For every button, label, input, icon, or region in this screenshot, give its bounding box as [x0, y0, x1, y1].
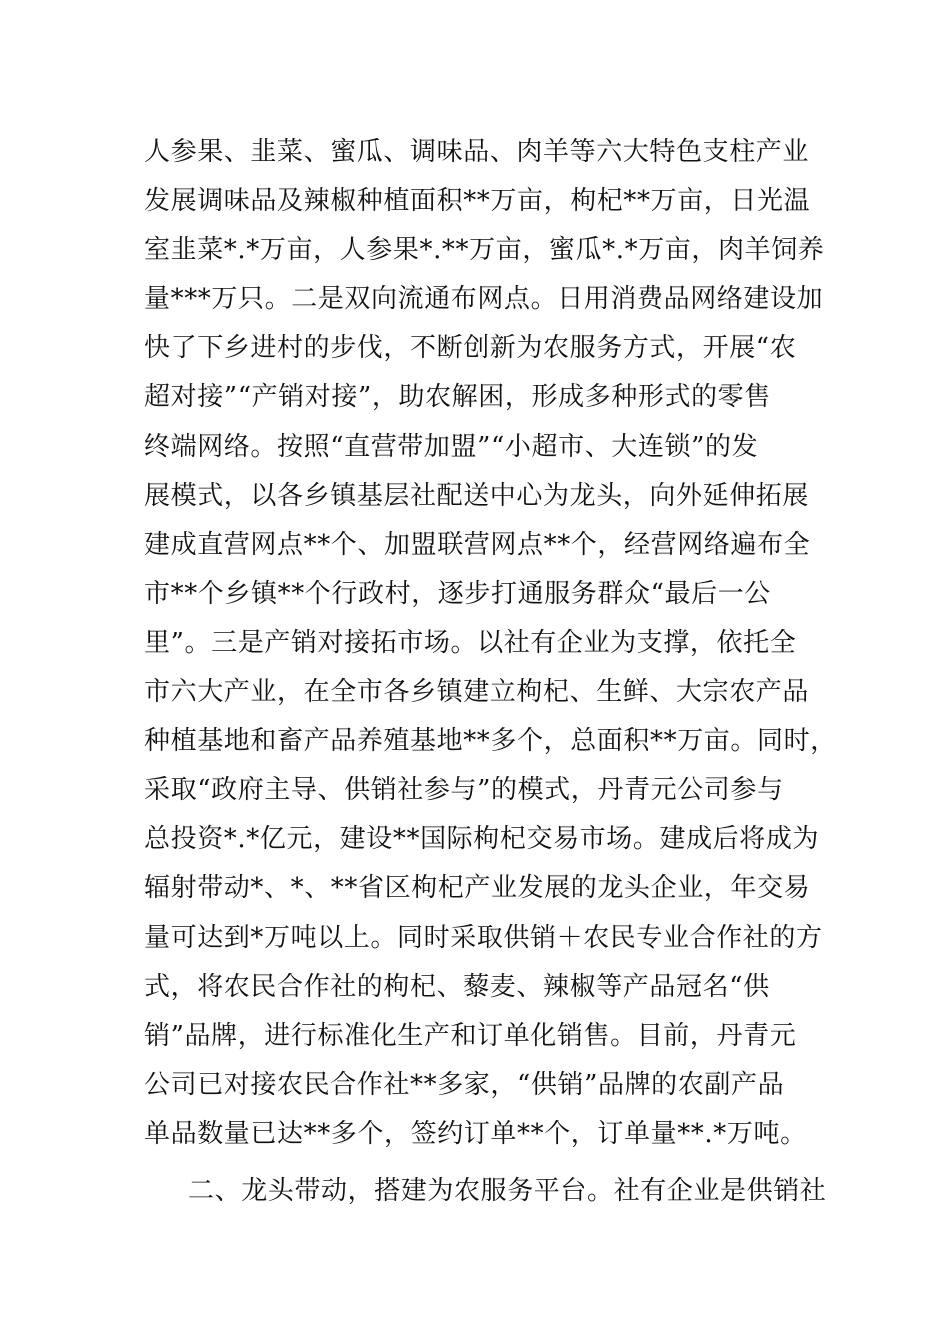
- text-line: 单品数量已达**多个，签约订单**个，订单量**.*万吨。: [144, 1118, 807, 1149]
- text-line: 市六大产业，在全市各乡镇建立枸杞、生鲜、大宗农产品: [144, 677, 810, 708]
- text-line: 发展调味品及辣椒种植面积**万亩，枸杞**万亩，日光温: [144, 186, 811, 217]
- text-line: 种植基地和畜产品养殖基地**多个，总面积**万亩。同时，: [144, 726, 837, 757]
- text-line: 采取“政府主导、供销社参与”的模式，丹青元公司参与: [144, 775, 784, 806]
- text-line: 式，将农民合作社的枸杞、藜麦、辣椒等产品冠名“供: [144, 971, 770, 1002]
- text-line: 展模式，以各乡镇基层社配送中心为龙头，向外延伸拓展: [144, 480, 810, 511]
- text-line: 建成直营网点**个、加盟联营网点**个，经营网络遍布全: [144, 529, 811, 560]
- text-line: 总投资*.*亿元，建设**国际枸杞交易市场。建成后将成为: [144, 824, 820, 855]
- paragraph-1: [144, 128, 837, 1159]
- section-heading-line: 二、龙头带动，搭建为农服务平台。社有企业是供销社: [188, 1175, 827, 1206]
- paragraph-2: [144, 1167, 827, 1216]
- text-line: 销”品牌，进行标准化生产和订单化销售。目前，丹青元: [144, 1020, 797, 1051]
- text-line: 市**个乡镇**个行政村，逐步打通服务群众“最后一公: [144, 578, 771, 609]
- text-line: 超对接”“产销对接”，助农解困，形成多种形式的零售: [144, 382, 771, 413]
- text-line: 里”。三是产销对接拓市场。以社有企业为支撑，依托全: [144, 627, 797, 658]
- text-line: 人参果、韭菜、蜜瓜、调味品、肉羊等六大特色支柱产业: [144, 137, 810, 167]
- paragraph-gap: [144, 1159, 824, 1167]
- text-line: 辐射带动*、*、**省区枸杞产业发展的龙头企业，年交易: [144, 873, 811, 904]
- text-line: 终端网络。按照“直营带加盟”“小超市、大连锁”的发: [144, 431, 759, 462]
- text-line: 快了下乡进村的步伐，不断创新为农服务方式，开展“农: [144, 333, 797, 364]
- text-line: 量可达到*万吨以上。同时采取供销＋农民专业合作社的方: [144, 922, 823, 953]
- text-line: 室韭菜*.*万亩，人参果*.**万亩，蜜瓜*.*万亩，肉羊饲养: [144, 235, 825, 266]
- document-body: [144, 128, 837, 1216]
- text-line: 公司已对接农民合作社**多家，“供销”品牌的农副产品: [144, 1069, 785, 1100]
- text-line: 量***万只。二是双向流通布网点。日用消费品网络建设加: [144, 284, 824, 315]
